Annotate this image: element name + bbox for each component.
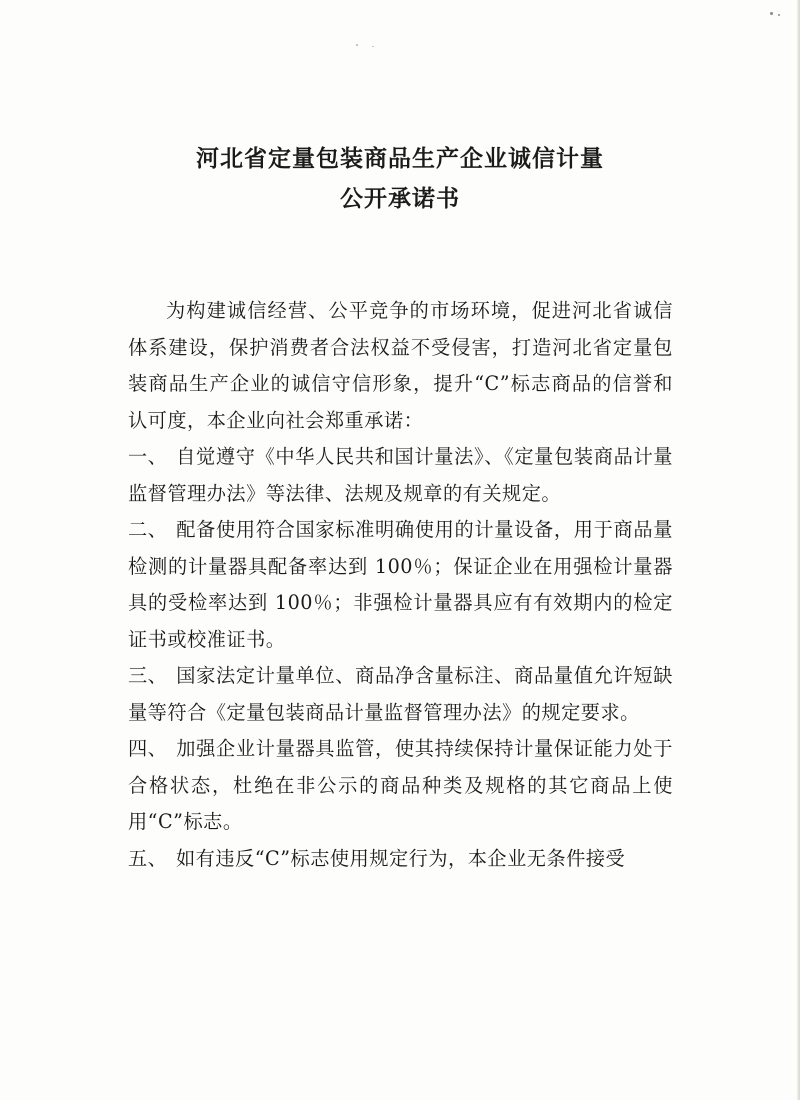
item-text: 加强企业计量器具监管，使其持续保持计量保证能力处于合格状态，杜绝在非公示的商品种类及规格的其它商品上使用“C”标志。	[128, 737, 673, 833]
item-number: 四、	[128, 737, 168, 760]
commitment-item-4	[128, 731, 673, 841]
intro-paragraph: 为构建诚信经营、公平竞争的市场环境，促进河北省诚信体系建设，保护消费者合法权益不受侵害，打造河北省定量包装商品生产企业的诚信守信形象，提升“C”标志商品的信誉和认可度，本企业向社会郑重承诺：	[128, 299, 673, 432]
item-number: 三、	[128, 664, 168, 687]
item-text: 自觉遵守《中华人民共和国计量法》、《定量包装商品计量监督管理办法》等法律、法规及规章的有关规定。	[128, 445, 673, 505]
item-number: 一、	[128, 445, 168, 468]
scan-speck	[770, 12, 773, 15]
commitment-item-1	[128, 439, 673, 512]
item-text: 国家法定计量单位、商品净含量标注、商品量值允许短缺量等符合《定量包装商品计量监督管理办法》的规定要求。	[128, 664, 673, 724]
commitment-item-3	[128, 658, 673, 731]
document-title-line-2: 公开承诺书	[340, 185, 460, 212]
commitment-item-5	[128, 841, 673, 878]
item-text: 如有违反“C”标志使用规定行为，本企业无条件接受	[176, 846, 626, 870]
document-body	[128, 293, 673, 877]
scan-speck	[372, 46, 374, 47]
scan-speck	[356, 44, 358, 46]
item-number: 二、	[128, 518, 168, 541]
document-title-line-1: 河北省定量包装商品生产企业诚信计量	[196, 145, 604, 172]
item-number: 五、	[128, 846, 168, 870]
commitment-item-2	[128, 512, 673, 658]
scan-speck	[778, 14, 780, 16]
item-text: 配备使用符合国家标准明确使用的计量设备，用于商品量检测的计量器具配备率达到 100％；保证企业在用强检计量器具的受检率达到 100％；非强检计量器具应有有效期内的检定证书或校准证书。	[128, 518, 673, 651]
